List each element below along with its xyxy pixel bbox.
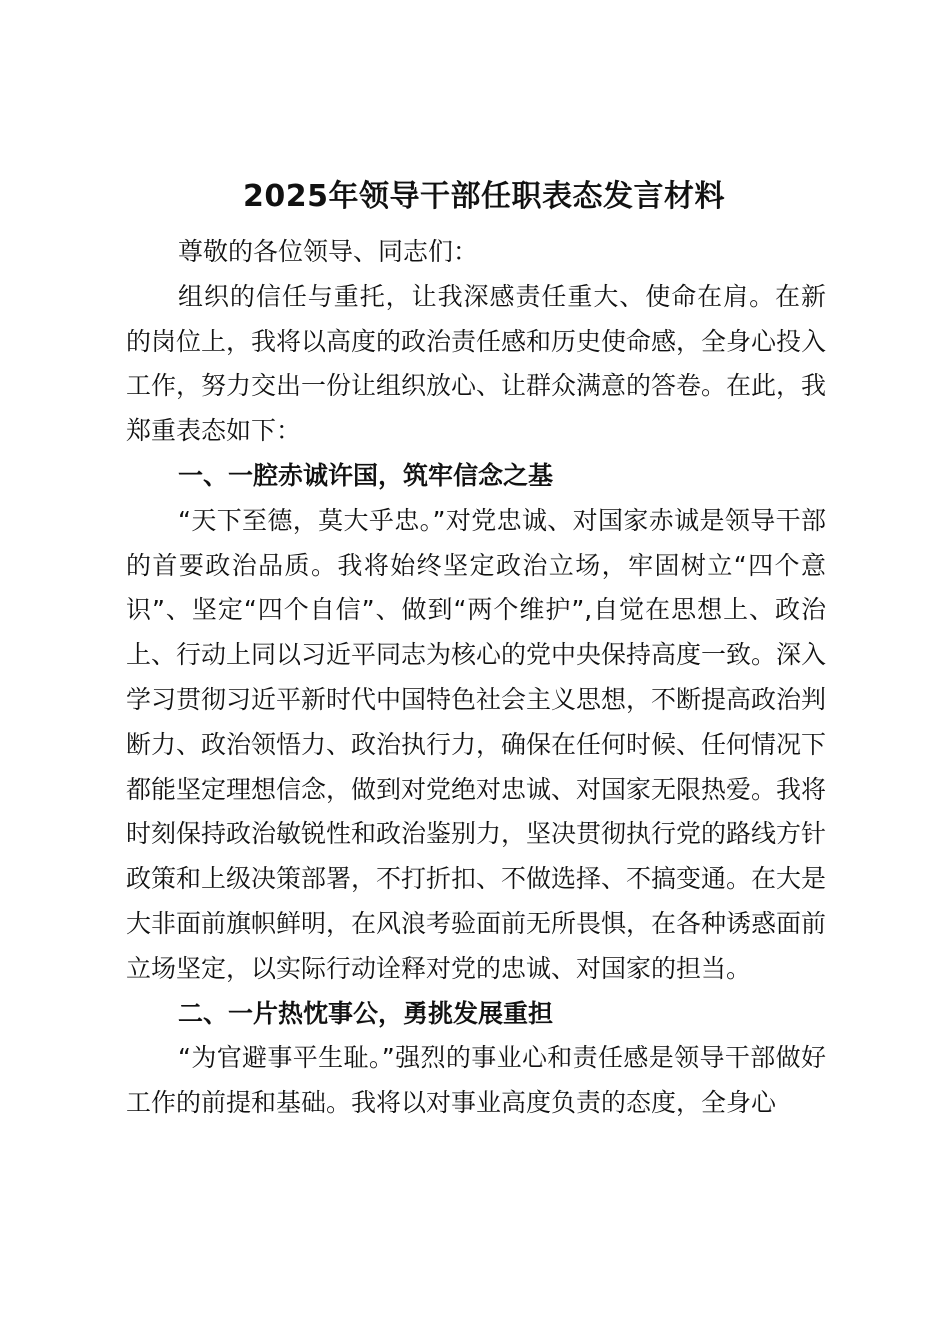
salutation: 尊敬的各位领导、同志们： — [178, 237, 479, 266]
document-title: 2025年领导干部任职表态发言材料 — [243, 179, 725, 214]
intro-paragraph: 组织的信任与重托，让我深感责任重大、使命在肩。在新的岗位上，我将以高度的政治责任感和历史使命感，全身心投入工作，努力交出一份让组织放心、让群众满意的答卷。在此，我郑重表态如下： — [126, 281, 827, 446]
section-body-2: “为官避事平生耻。”强烈的事业心和责任感是领导干部做好工作的前提和基础。我将以对事业高度负责的态度，全身心 — [126, 1043, 826, 1118]
section-heading-1: 一、一腔赤诚许国，筑牢信念之基 — [178, 460, 554, 490]
section-body-1: “天下至德，莫大乎忠。”对党忠诚、对国家赤诚是领导干部的首要政治品质。我将始终坚定政治立场，牢固树立“四个意识”、坚定“四个自信”、做到“两个维护”,自觉在思想上、政治上、行动上同以习近平同志为核心的党中央保持高度一致。深入学习贯彻习近平新时代中国特色社会主义思想，不断提高政治判断力、政治领悟力、政治执行力，确保在任何时候、任何情况下都能坚定理想信念，做到对党绝对忠诚、对国家无限热爱。我将时刻保持政治敏锐性和政治鉴别力，坚决贯彻执行党的路线方针政策和上级决策部署，不打折扣、不做选择、不搞变通。在大是大非面前旗帜鲜明，在风浪考验面前无所畏惧，在各种诱惑面前立场坚定，以实际行动诠释对党的忠诚、对国家的担当。 — [126, 505, 827, 983]
section-heading-2: 二、一片热忱事公，勇挑发展重担 — [178, 998, 554, 1028]
document-page — [126, 170, 826, 1126]
